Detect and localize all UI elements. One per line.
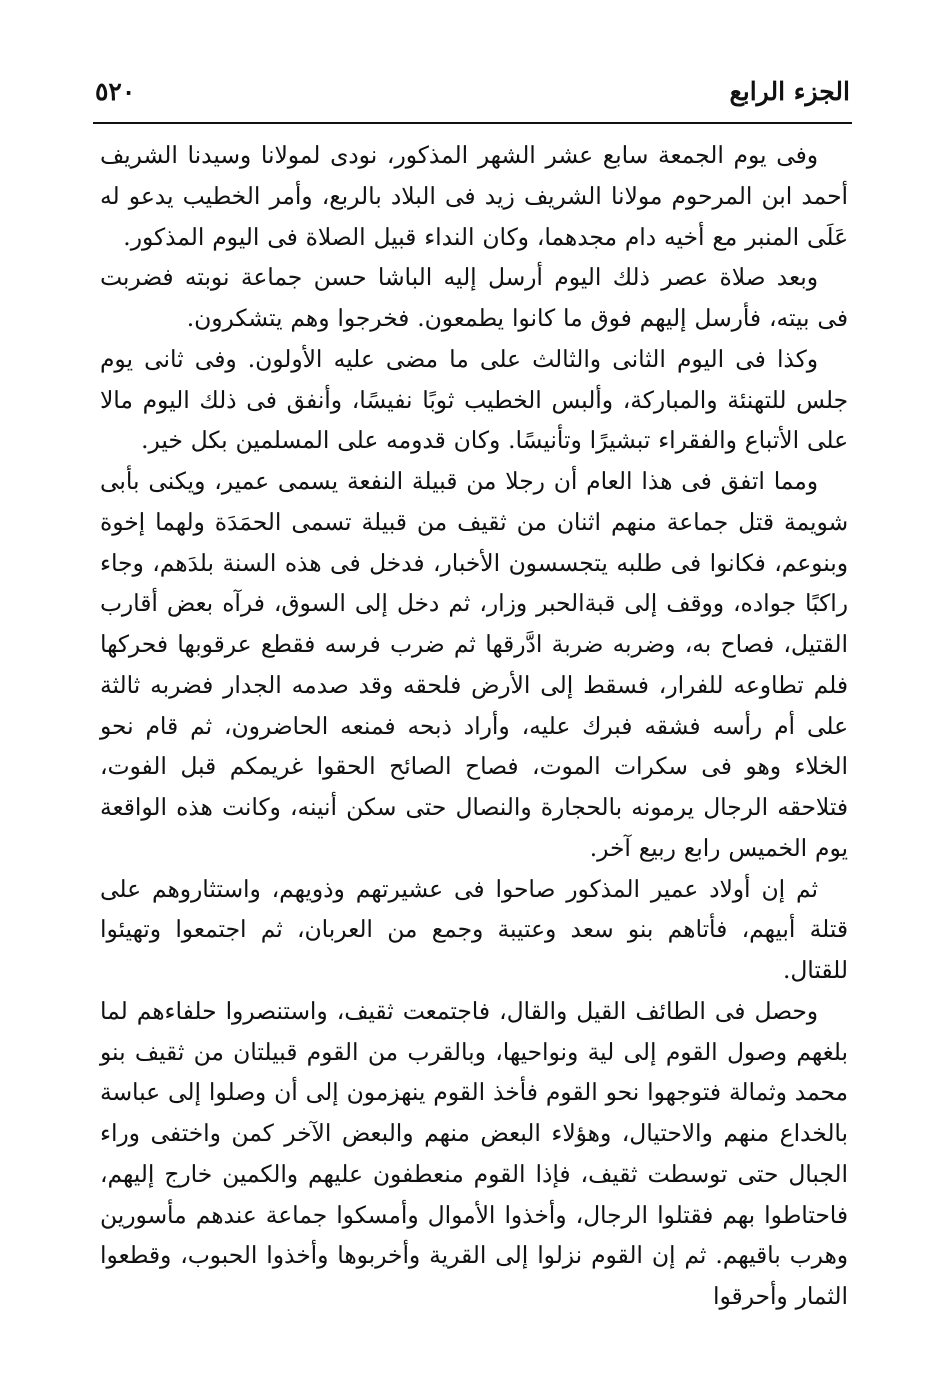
paragraph: ومما اتفق فى هذا العام أن رجلا من قبيلة النفعة يسمى عمير، ويكنى بأبى شويمة قتل جماعة منهم اثنان من ثقيف من قبيلة تسمى الحمَدَة ولهما إخوة وبنوعم، فكانوا فى طلبه يتجسسون الأخبار، فدخل فى هذه السنة بلدَهم، وجاء راكبًا جواده، ووقف إلى قبةالحبر وزار، ثم دخل إلى السوق، فرآه بعض أقارب القتيل، فصاح به، وضربه ضربة ادَّرقها ثم ضرب فرسه فقطع عرقوبها فحركها فلم تطاوعه للفرار، فسقط إلى الأرض فلحقه وقد صدمه الجدار فضربه ثالثة على أم رأسه فشقه فبرك عليه، وأراد ذبحه فمنعه الحاضرون، ثم قام نحو الخلاء وهو فى سكرات الموت، فصاح الصائح الحقوا غريمكم قبل الفوت، فتلاحقه الرجال يرمونه بالحجارة والنصال حتى سكن أنينه، وكانت هذه الواقعة يوم الخميس رابع ربيع آخر. [100,468,848,862]
body-text [100,136,848,1318]
page-number: ٥٢٠ [95,77,136,106]
header-divider [93,122,852,124]
paragraph: وبعد صلاة عصر ذلك اليوم أرسل إليه الباشا حسن جماعة نوبته فضربت فى بيته، فأرسل إليهم فوق ما كانوا يطمعون. فخرجوا وهم يتشكرون. [100,264,848,332]
running-header [95,72,850,116]
paragraph: وفى يوم الجمعة سابع عشر الشهر المذكور، نودى لمولانا وسيدنا الشريف أحمد ابن المرحوم مولانا الشريف زيد فى البلاد بالربع، وأمر الخطيب يدعو له عَلَى المنبر مع أخيه دام مجدهما، وكان النداء قبيل الصلاة فى اليوم المذكور. [100,142,848,251]
paragraph: وكذا فى اليوم الثانى والثالث على ما مضى عليه الأولون. وفى ثانى يوم جلس للتهنئة والمباركة، وألبس الخطيب ثوبًا نفيسًا، وأنفق فى ذلك اليوم مالا على الأتباع والفقراء تبشيرًا وتأنيسًا. وكان قدومه على المسلمين بكل خير. [100,345,848,455]
running-header-title: الجزء الرابع [729,77,850,106]
paragraph: وحصل فى الطائف القيل والقال، فاجتمعت ثقيف، واستنصروا حلفاءهم لما بلغهم وصول القوم إلى لية ونواحيها، وبالقرب من القوم قبيلتان من ثقيف بنو محمد وثمالة فتوجهوا نحو القوم فأخذ القوم ينهزمون إلى أن وصلوا إلى عباسة بالخداع منهم والاحتيال، وهؤلاء البعض منهم والبعض الآخر كمن واختفى وراء الجبال حتى توسطت ثقيف، فإذا القوم منعطفون عليهم والكمين خارج إليهم، فاحتاطوا بهم فقتلوا الرجال، وأخذوا الأموال وأمسكوا جماعة عندهم مأسورين وهرب باقيهم. ثم إن القوم نزلوا إلى القرية وأخربوها وأخذوا الحبوب، وقطعوا الثمار وأحرقوا [100,997,848,1310]
paragraph: ثم إن أولاد عمير المذكور صاحوا فى عشيرتهم وذويهم، واستثاروهم على قتلة أبيهم، فأتاهم بنو سعد وعتيبة وجمع من العربان، ثم اجتمعوا وتهيئوا للقتال. [100,875,848,984]
